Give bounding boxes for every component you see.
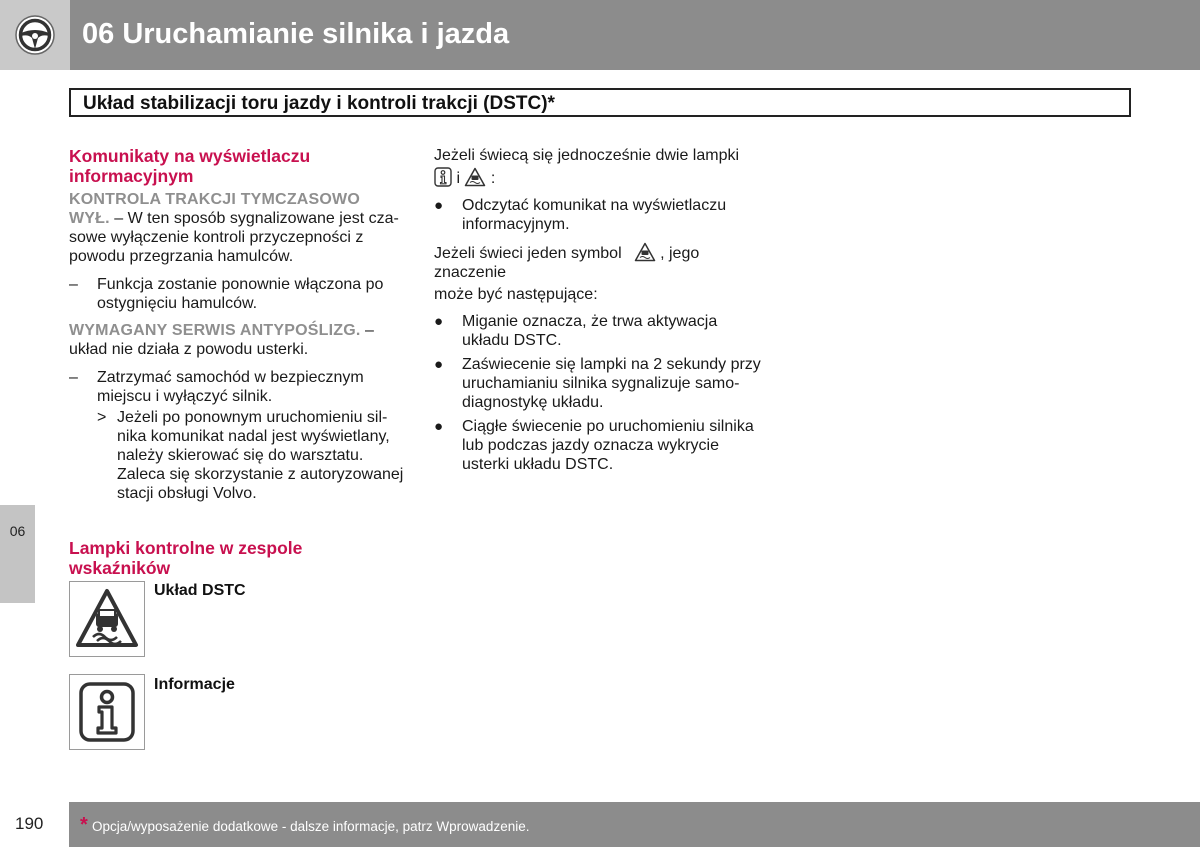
chapter-tab: [0, 505, 35, 603]
heading-indicator-lamps: Lampki kontrolne w zespole wskaźników: [69, 538, 303, 578]
intro-two-lamps: Jeżeli świecą się jednocześnie dwie lampki i :: [434, 147, 740, 187]
middle-column: [434, 146, 774, 474]
dstc-warning-icon: [75, 587, 139, 651]
dstc-warning-icon: [634, 242, 656, 262]
footnote-text: Opcja/wyposażenie dodatkowe - dalsze informacje, patrz Wprowadzenie.: [92, 819, 530, 834]
chapter-icon-box: [0, 0, 70, 70]
page-number: 190: [15, 814, 44, 833]
left-column: [69, 146, 404, 503]
footnote-star: *: [80, 814, 88, 836]
chapter-tab-label: 06: [9, 523, 26, 539]
section-title-box: [69, 88, 1131, 117]
list-item-result: > Jeżeli po ponownym uruchomieniu sil- nika komunikat nadal jest wyświetlany, należy skierować się do warsztatu. Zaleca się skorzystanie z autoryzowanej stacji obsługi Volvo.: [97, 409, 404, 502]
footer-bar: [69, 802, 1200, 847]
chapter-title: 06 Uruchamianie silnika i jazda: [82, 18, 510, 50]
list-item: ● Miganie oznacza, że trwa aktywacja układu DSTC.: [434, 313, 718, 349]
information-lamp-box: [69, 674, 145, 750]
information-icon: [75, 680, 139, 744]
list-item: – Zatrzymać samochód w bezpiecznym miejscu i wyłączyć silnik.: [69, 369, 364, 405]
dstc-lamp-label: Układ DSTC: [154, 582, 246, 599]
dstc-warning-icon: [464, 167, 486, 187]
chapter-header: [0, 0, 1200, 70]
information-lamp-label: Informacje: [154, 676, 235, 693]
paragraph-service-required: WYMAGANY SERWIS ANTYPOŚLIZG. – układ nie działa z powodu usterki.: [69, 322, 374, 358]
list-item: ● Zaświecenie się lampki na 2 sekundy przy uruchamianiu silnika sygnalizuje samo- diagnostykę układu.: [434, 356, 761, 411]
list-item: ● Ciągłe świecenie po uruchomieniu silnika lub podczas jazdy oznacza wykrycie usterki układu DSTC.: [434, 418, 754, 473]
intro-single-lamp: Jeżeli świeci jeden symbol , jego znaczenie może być następujące:: [434, 242, 774, 304]
information-icon: [434, 167, 452, 187]
paragraph-traction-temporary-off: KONTROLA TRAKCJI TYMCZASOWO WYŁ. – W ten sposób sygnalizowane jest cza- sowe wyłączenie kontroli przyczepności z powodu przegrzania hamulców.: [69, 191, 399, 265]
steering-wheel-icon: [14, 14, 56, 56]
dstc-lamp-box: [69, 581, 145, 657]
heading-display-messages: Komunikaty na wyświetlaczu informacyjnym: [69, 146, 311, 186]
list-item: ● Odczytać komunikat na wyświetlaczu informacyjnym.: [434, 197, 727, 233]
list-item: – Funkcja zostanie ponownie włączona po ostygnięciu hamulców.: [69, 276, 384, 312]
section-title: Układ stabilizacji toru jazdy i kontroli trakcji (DSTC)*: [83, 93, 555, 114]
